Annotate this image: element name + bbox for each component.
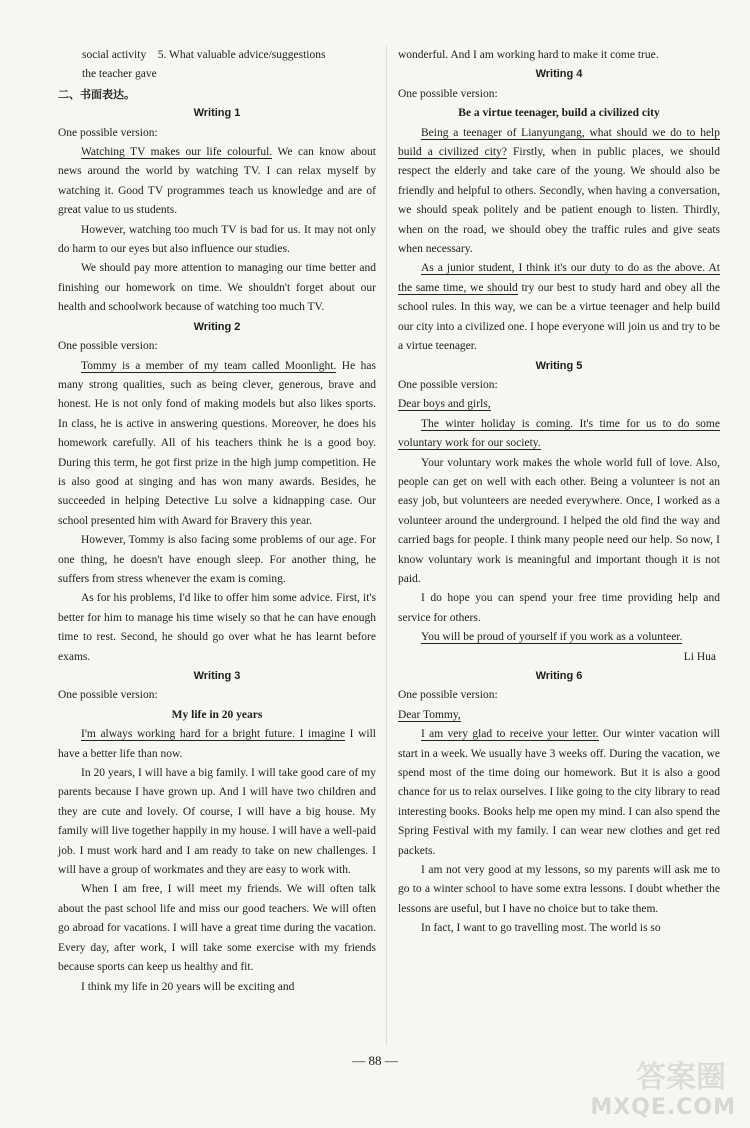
right-column	[398, 46, 720, 939]
underlined-sentence: Being a teenager of Lianyungang, what should we do to help build a civilized city?	[398, 126, 720, 159]
underlined-sentence: Dear boys and girls,	[398, 398, 491, 411]
paragraph: I am very glad to receive your letter. Our winter vacation will start in a week. We usually have 3 weeks off. During the vacation, we spend most of the time doing our homework. But it is also a good chance for us to relax ourselves. I like going to the city library to read interesting books. Books help me open my mind. I can also spend the Spring Festival with my family. I can wear new clothes and get red packets.	[398, 728, 720, 857]
watermark-icon: 答案圈	[636, 1060, 726, 1095]
paragraph	[398, 628, 720, 647]
paragraph: As for his problems, I'd like to offer him some advice. First, it's better for him to manage his time wisely so that he can have enough time to rest. Second, he should go over what he has learnt before exams.	[58, 592, 376, 663]
paragraph: When I am free, I will meet my friends. We will often talk about the past school life and miss our good teachers. We will often go abroad for vacations. I will have a great time during the vacation. Every day, after work, I will take some exercise with my friends because sports can keep us healthy and fit.	[58, 883, 376, 974]
underlined-sentence: I am very glad to receive your letter.	[421, 728, 599, 741]
watermark-logo	[590, 1052, 736, 1122]
writing-title: Writing 6	[535, 670, 583, 682]
paragraph: Your voluntary work makes the whole world full of love. Also, people can get on well with each other. Being a volunteer is not an easy job, but volunteers are needed everywhere. Once, I worked as a volunteer around the underground. I helped the old find the way and carried bags for people. I think many people need our help. So now, I know voluntary work is meaningful and important though it is not paid.	[398, 456, 720, 585]
underlined-sentence: You will be proud of yourself if you work as a volunteer.	[421, 631, 683, 644]
writing-title: Writing 2	[193, 320, 241, 333]
essay-title: Be a virtue teenager, build a civilized city	[458, 107, 660, 120]
underlined-sentence: I'm always working hard for a bright future. I imagine	[81, 728, 346, 741]
underlined-sentence: Watching TV makes our life colourful.	[81, 146, 273, 159]
writing-title: Writing 5	[535, 359, 583, 372]
version-label: One possible version:	[58, 126, 158, 139]
version-label: One possible version:	[58, 340, 158, 353]
paragraph: Watching TV makes our life colourful. We can know about news around the world by watching TV. I can relax myself by watching it. Good TV programmes teach us knowledge and are of great value to us students.	[58, 146, 376, 217]
paragraph: I do hope you can spend your free time providing help and service for others.	[398, 592, 720, 624]
paragraph: In 20 years, I will have a big family. I will take good care of my parents because I have grown up. And I will have two children and they are cute and lovely. Of course, I will have a big house. My family will live together happily in my house. I will have a well-paid job. I must work hard and I am ready to take on new challenges. I will have a group of workmates and they are easy to work with.	[58, 767, 376, 877]
paragraph: Tommy is a member of my team called Moonlight. He has many strong qualities, such as being clever, generous, brave and honest. He is not only fond of making models but also likes sports. In class, he is active in answering questions. Moreover, he does his homework carefully. All of his teachers think he is a good boy. During this term, he got first prize in the high jump competition. He is also good at singing and has won many awards. Besides, he succeeded in helping Detective Lu solve a kidnapping case. Our school presented him with Award for Bravery this year.	[58, 359, 377, 527]
paragraph: However, Tommy is also facing some problems of our age. For one thing, he doesn't have enough sleep. For another thing, he suffers from stress whenever the exam is coming.	[58, 534, 376, 585]
writing-title: Writing 1	[193, 107, 241, 120]
version-label: One possible version:	[398, 378, 498, 391]
underlined-sentence: Dear Tommy,	[398, 708, 461, 721]
left-column	[58, 46, 376, 997]
paragraph: I'm always working hard for a bright future. I imagine I will have a better life than now.	[58, 728, 376, 760]
answer-fragment: the teacher gave	[82, 68, 157, 81]
paragraph: I am not very good at my lessons, so my parents will ask me to go to a winter school to have some extra lessons. I doubt whether the lessons are useful, but I have no choice but to take them.	[398, 864, 720, 915]
paragraph: wonderful. And I am working hard to make it come true.	[398, 49, 659, 61]
letter-greeting	[398, 395, 720, 414]
letter-signature: Li Hua	[683, 650, 716, 663]
watermark-text: MXQE.COM	[590, 1095, 736, 1120]
fragment-text: 5. What valuable advice/suggestions	[157, 49, 326, 61]
essay-title: My life in 20 years	[171, 708, 263, 721]
column-divider	[386, 46, 387, 1046]
writing-title: Writing 4	[535, 68, 583, 81]
letter-greeting	[398, 706, 720, 725]
paragraph	[398, 415, 720, 454]
version-label: One possible version:	[398, 689, 498, 702]
underlined-sentence: The winter holiday is coming. It's time for us to do some voluntary work for our society.	[398, 417, 720, 450]
version-label: One possible version:	[58, 689, 158, 702]
paragraph: However, watching too much TV is bad for us. It may not only do harm to our eyes but also influence our studies.	[58, 223, 376, 256]
version-label: One possible version:	[398, 87, 498, 100]
underlined-sentence: Tommy is a member of my team called Moonlight.	[81, 359, 337, 372]
fragment-text: social activity	[82, 49, 147, 61]
underlined-sentence: As a junior student, I think it's our duty to do as the above. At the same time, we should	[398, 262, 720, 294]
section-heading: 二、书面表达。	[58, 87, 135, 101]
answer-fragment	[58, 46, 376, 65]
paragraph: I think my life in 20 years will be exciting and	[81, 980, 295, 993]
paragraph: As a junior student, I think it's our duty to do as the above. At the same time, we should try our best to study hard and obey all the school rules. In this way, we can be a virtue teenager and help build our city into a civilized one. I hope everyone will join us and try to be a virtue teenager.	[398, 262, 721, 353]
paragraph: We should pay more attention to managing our time better and finishing our homework on time. We shouldn't forget about our health and schoolwork because of watching too much TV.	[58, 262, 376, 314]
writing-title: Writing 3	[193, 670, 241, 682]
paragraph: In fact, I want to go travelling most. The world is so	[421, 922, 661, 935]
page-number: — 88 —	[352, 1053, 398, 1068]
paragraph: Being a teenager of Lianyungang, what should we do to help build a civilized city? Firstly, when in public places, we should respect the elderly and take care of the young. We should also be friendly and helpful to others. Secondly, when having a conversation, we should speak politely and be patient enough to listen. Thirdly, when on the road, we should obey the traffic rules and give seats when necessary.	[398, 126, 721, 256]
